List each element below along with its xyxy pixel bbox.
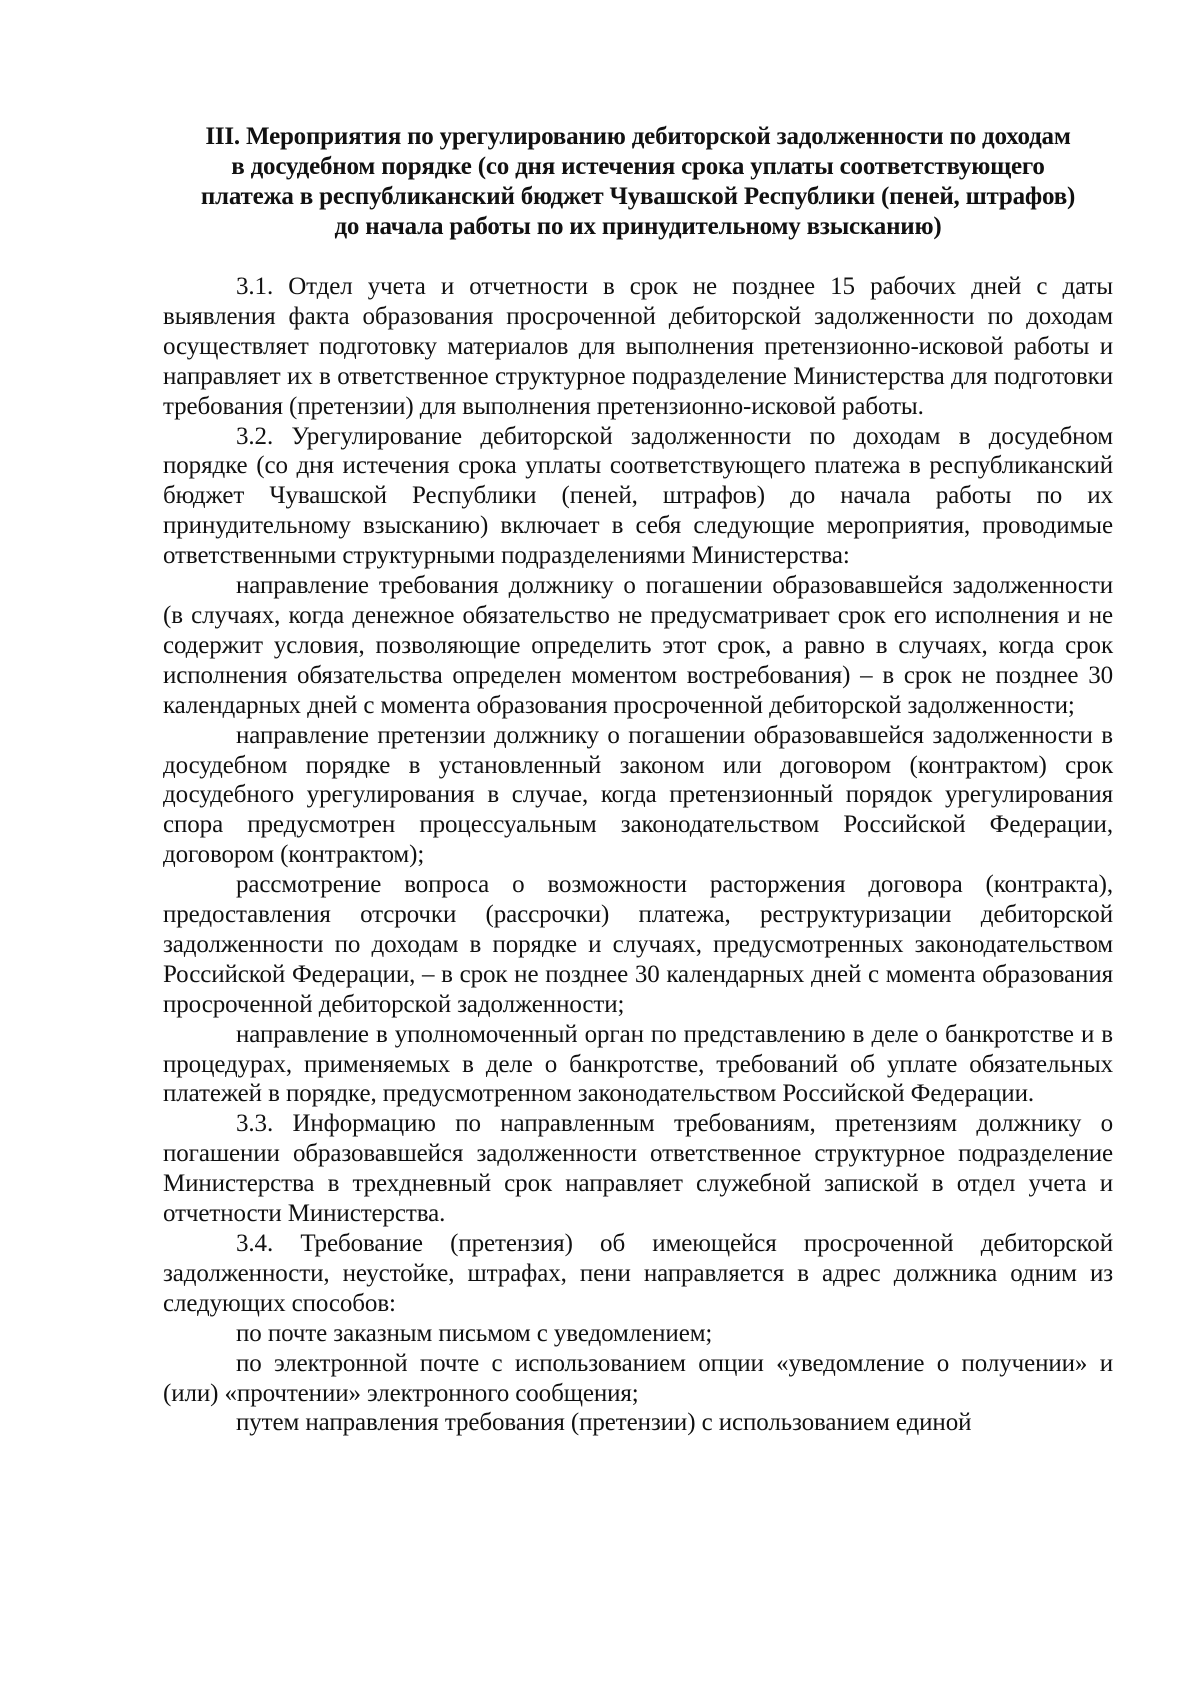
heading-line: III. Мероприятия по урегулированию дебиторской задолженности по доходам xyxy=(205,123,1071,150)
paragraph-bankruptcy-authority: направление в уполномоченный орган по представлению в деле о банкротстве и в процедурах, применяемых в деле о банкротстве, требований об уплате обязательных платежей в порядке, предусмотренном законодательством Российской Федерации. xyxy=(163,1020,1113,1108)
list-item-registered-mail: по почте заказным письмом с уведомлением; xyxy=(236,1319,713,1347)
heading-line: платежа в республиканский бюджет Чувашской Республики (пеней, штрафов) xyxy=(200,183,1076,210)
paragraph-3-1: 3.1. Отдел учета и отчетности в срок не позднее 15 рабочих дней с даты выявления факта образования просроченной дебиторской задолженности по доходам осуществляет подготовку материалов для выполнения претензионно-исковой работы и направляет их в ответственное структурное подразделение Министерства для подготовки требования (претензии) для выполнения претензионно-исковой работы. xyxy=(163,273,1113,420)
paragraph-requirement-sending: направление требования должнику о погашении образовавшейся задолженности (в случаях, когда денежное обязательство не предусматривает срок его исполнения и не содержит условия, позволяющие определить этот срок, а равно в случаях, когда срок исполнения обязательства определен моментом востребования) – в срок не позднее 30 календарных дней с момента образования просроченной дебиторской задолженности; xyxy=(163,572,1113,719)
document-content xyxy=(163,122,1113,1438)
paragraph-3-4: 3.4. Требование (претензия) об имеющейся просроченной дебиторской задолженности, неустойке, штрафах, пени направляется в адрес должника одним из следующих способов: xyxy=(163,1230,1113,1317)
section-heading xyxy=(163,122,1113,242)
paragraph-3-2: 3.2. Урегулирование дебиторской задолженности по доходам в досудебном порядке (со дня истечения срока уплаты соответствующего платежа в республиканский бюджет Чувашской Республики (пеней, штрафов) до начала работы по их принудительному взысканию) включает в себя следующие мероприятия, проводимые ответственными структурными подразделениями Министерства: xyxy=(163,422,1113,570)
heading-line: в досудебном порядке (со дня истечения срока уплаты соответствующего xyxy=(231,153,1045,180)
paragraph-claim-sending: направление претензии должнику о погашении образовавшейся задолженности в досудебном порядке в установленный законом или договором (контрактом) срок досудебного урегулирования в случае, когда претензионный порядок урегулирования спора предусмотрен процессуальным законодательством Российской Федерации, договором (контрактом); xyxy=(163,721,1113,869)
list-item-unified-system: путем направления требования (претензии) с использованием единой xyxy=(236,1409,972,1437)
paragraph-3-3: 3.3. Информацию по направленным требованиям, претензиям должнику о погашении образовавшейся задолженности ответственное структурное подразделение Министерства в трехдневный срок направляет служебной запиской в отдел учета и отчетности Министерства. xyxy=(163,1110,1113,1228)
list-item-email: по электронной почте с использованием опции «уведомление о получении» и (или) «прочтении» электронного сообщения; xyxy=(163,1349,1113,1407)
paragraph-contract-termination: рассмотрение вопроса о возможности расторжения договора (контракта), предоставления отсрочки (рассрочки) платежа, реструктуризации дебиторской задолженности по доходам в порядке и случаях, предусмотренных законодательством Российской Федерации, – в срок не позднее 30 календарных дней с момента образования просроченной дебиторской задолженности; xyxy=(163,871,1113,1018)
heading-line: до начала работы по их принудительному взысканию) xyxy=(334,213,942,240)
